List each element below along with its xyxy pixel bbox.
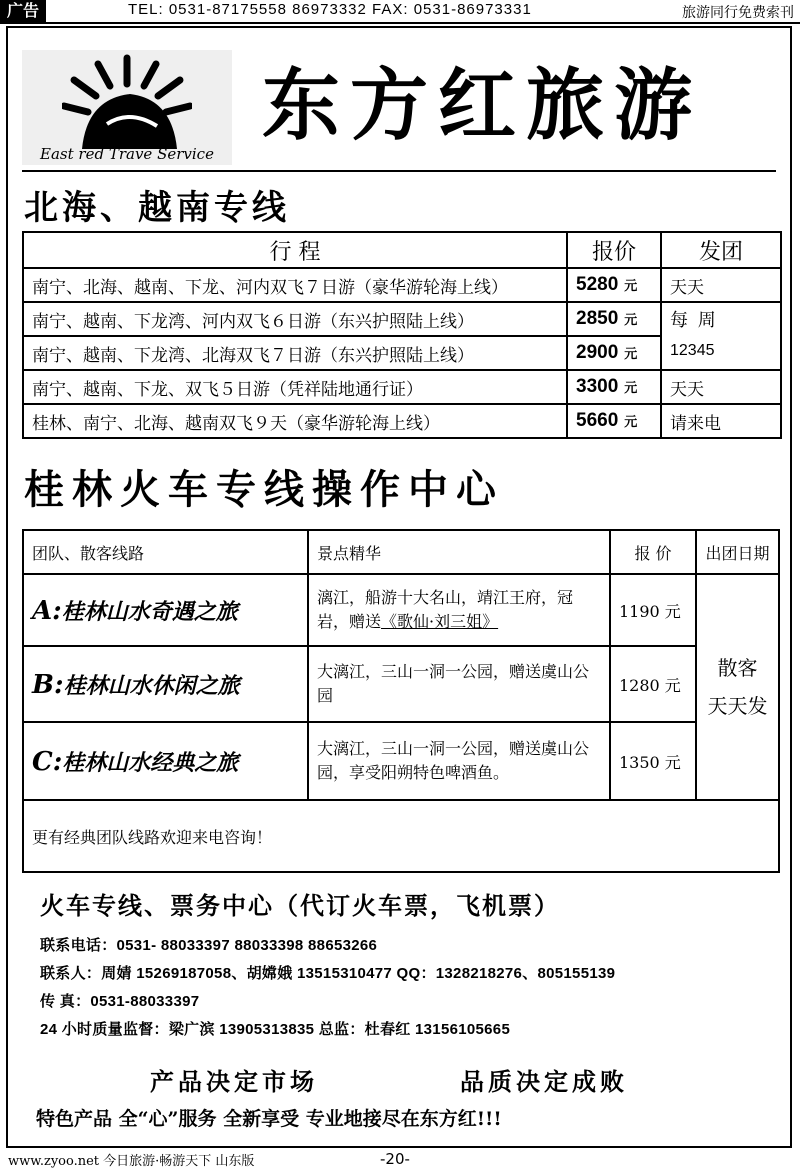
price-cell: 1350 元 xyxy=(610,722,696,800)
section1-title: 北海、越南专线 xyxy=(24,188,290,228)
table-row xyxy=(23,268,781,302)
departure-cell: 天天 xyxy=(661,370,781,404)
quality-supervision: 24 小时质量监督：梁广滨 13905313835 总监：杜春红 13156105665 xyxy=(40,1021,511,1038)
price-cell: 5280 元 xyxy=(567,268,661,302)
header-contact: TEL: 0531-87175558 86973332 FAX: 0531-86973331 xyxy=(128,1,532,18)
route-cell: 南宁、北海、越南、下龙、河内双飞７日游（豪华游轮海上线） xyxy=(23,268,567,302)
highlights-cell: 大漓江，三山一洞一公园，赠送虞山公园，享受阳朔特色啤酒鱼。 xyxy=(308,722,610,800)
price-cell: 1190 元 xyxy=(610,574,696,646)
route-cell: 桂林、南宁、北海、越南双飞９天（豪华游轮海上线） xyxy=(23,404,567,438)
col-price-header: 报价 xyxy=(567,232,661,268)
highlights-cell: 大漓江，三山一洞一公园，赠送虞山公园 xyxy=(308,646,610,722)
logo-text: East red Trave Service xyxy=(40,145,214,163)
header-right-text: 旅游同行免费索刊 xyxy=(682,5,794,21)
col-highlights-header: 景点精华 xyxy=(308,530,610,574)
guilin-route-table xyxy=(22,529,780,873)
table-row xyxy=(23,574,779,646)
footer-site: www.zyoo.net 今日旅游·畅游天下 山东版 xyxy=(8,1154,255,1169)
price-cell: 1280 元 xyxy=(610,646,696,722)
col-departure-header: 发团 xyxy=(661,232,781,268)
departure-date-cell: 散客 天天发 xyxy=(696,574,779,800)
departure-cell: 天天 xyxy=(661,268,781,302)
col-date-header: 出团日期 xyxy=(696,530,779,574)
slogan-right: 品质决定成败 xyxy=(460,1067,628,1096)
price-cell: 5660 元 xyxy=(567,404,661,438)
page-number: -20- xyxy=(380,1150,410,1168)
more-routes-note: 更有经典团队线路欢迎来电咨询！ xyxy=(23,800,779,872)
route-cell: 南宁、越南、下龙、双飞５日游（凭祥陆地通行证） xyxy=(23,370,567,404)
ticket-center-title: 火车专线、票务中心（代订火车票，飞机票） xyxy=(40,891,560,920)
section2-title: 桂林火车专线操作中心 xyxy=(24,466,504,513)
contact-phone: 联系电话：0531- 88033397 88033398 88653266 xyxy=(40,937,378,954)
brand-title: 东方红旅游 xyxy=(262,60,703,151)
contact-fax: 传 真：0531-88033397 xyxy=(40,993,200,1010)
col-route-header: 团队、散客线路 xyxy=(23,530,308,574)
sunrise-logo-icon xyxy=(62,54,192,154)
table-row xyxy=(23,722,779,800)
price-cell: 3300 元 xyxy=(567,370,661,404)
departure-cell-weekly: 每 周 12345 xyxy=(661,302,781,370)
brand-rule xyxy=(22,170,776,172)
contact-person: 联系人：周婧 15269187058、胡嫦娥 13515310477 QQ：1328218276、805155139 xyxy=(40,965,616,982)
slogan-left: 产品决定市场 xyxy=(150,1067,318,1096)
company-logo xyxy=(22,50,232,165)
price-cell: 2900 元 xyxy=(567,336,661,370)
route-cell: 南宁、越南、下龙湾、北海双飞７日游（东兴护照陆上线） xyxy=(23,336,567,370)
ad-tag: 广告 xyxy=(0,0,46,22)
price-cell: 2850 元 xyxy=(567,302,661,336)
col-price-header: 报 价 xyxy=(610,530,696,574)
header-rule xyxy=(0,22,800,24)
table-row xyxy=(23,370,781,404)
vietnam-route-table xyxy=(22,231,782,439)
departure-cell: 请来电 xyxy=(661,404,781,438)
highlights-cell: 漓江，船游十大名山，靖江王府，冠岩，赠送《歌仙·刘三姐》 xyxy=(308,574,610,646)
table-row xyxy=(23,302,781,336)
route-name-cell: B:桂林山水休闲之旅 xyxy=(23,646,308,722)
slogan-line: 特色产品 全“心”服务 全新享受 专业地接尽在东方红!!! xyxy=(36,1108,502,1130)
col-route-header: 行 程 xyxy=(23,232,567,268)
table-row xyxy=(23,646,779,722)
route-cell: 南宁、越南、下龙湾、河内双飞６日游（东兴护照陆上线） xyxy=(23,302,567,336)
route-name-cell: C:桂林山水经典之旅 xyxy=(23,722,308,800)
route-name-cell: A:桂林山水奇遇之旅 xyxy=(23,574,308,646)
table-row xyxy=(23,404,781,438)
